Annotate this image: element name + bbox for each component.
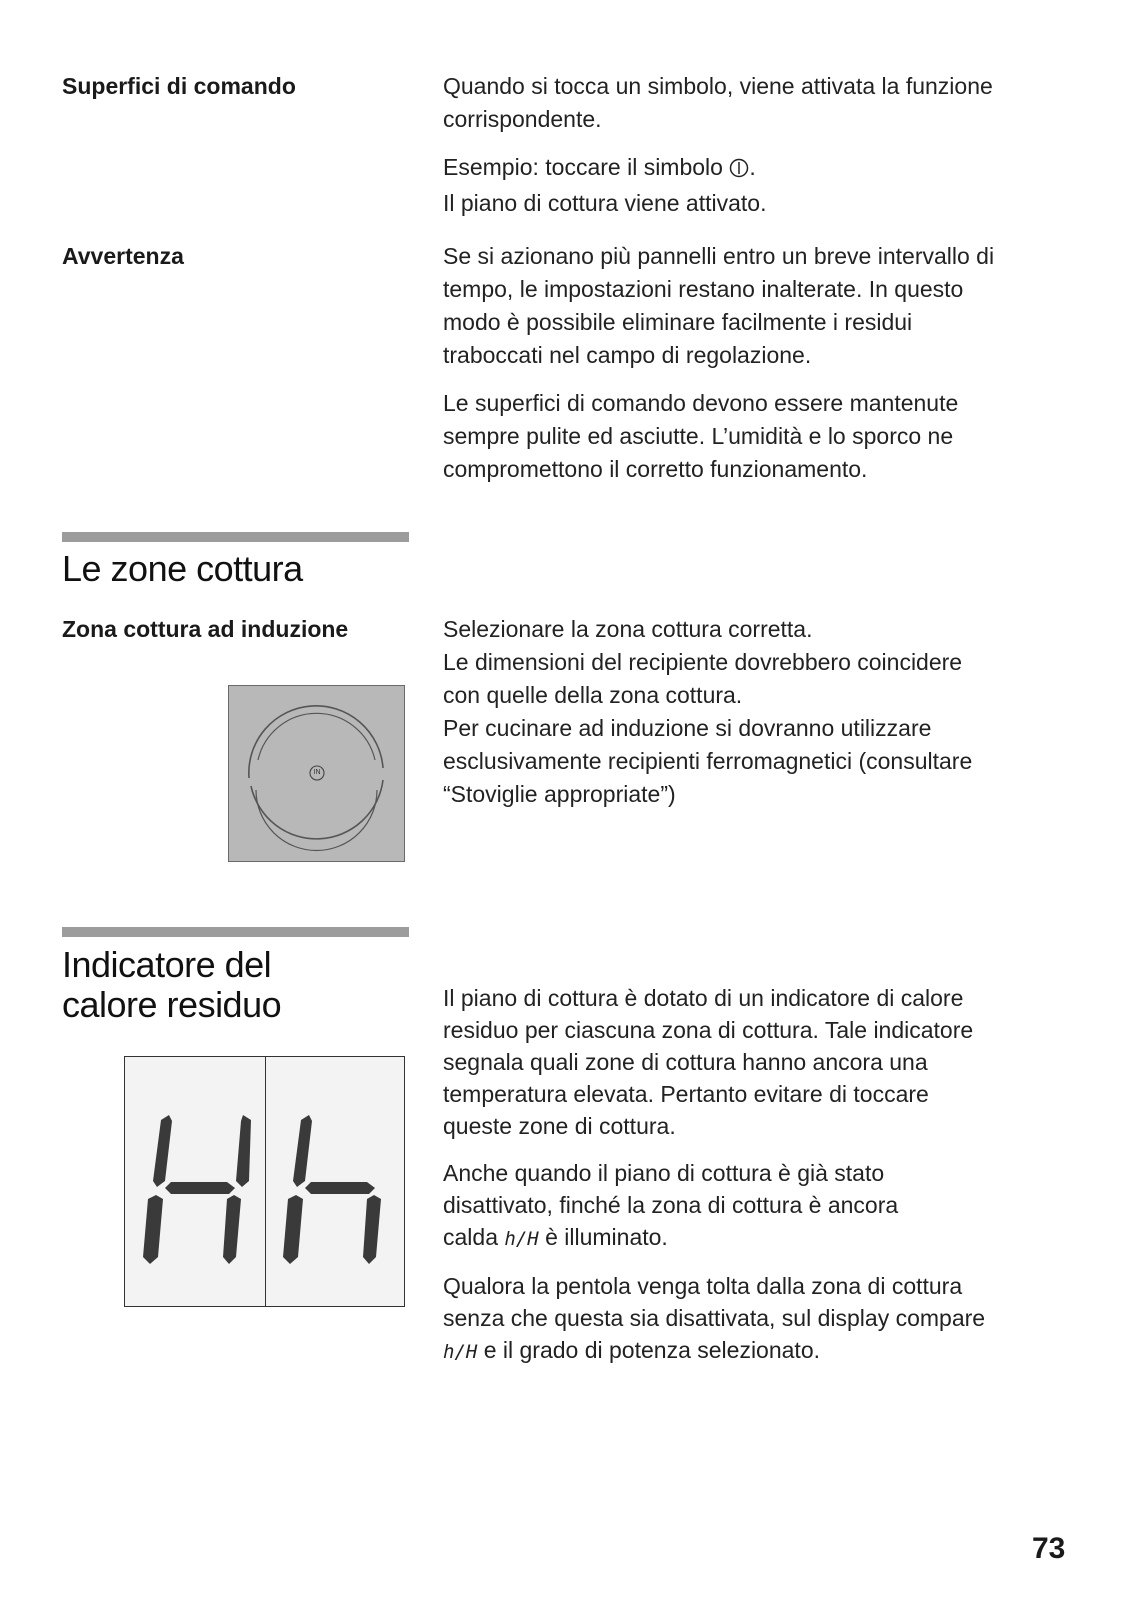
- text-fragment: calda: [443, 1224, 498, 1250]
- warning-text: [443, 240, 1083, 486]
- text-line: Le dimensioni del recipiente dovrebbero coincidere: [443, 649, 963, 675]
- text-line: tempo, le impostazioni restano inalterate. In questo: [443, 276, 964, 302]
- text-line: esclusivamente recipienti ferromagnetici (consultare: [443, 748, 973, 774]
- zone-marker-label: IN: [313, 769, 321, 776]
- text-line: [443, 1221, 1083, 1255]
- induction-zone-illustration: [228, 685, 405, 862]
- residual-heat-symbol: h/H: [504, 1228, 539, 1250]
- heading-line: Indicatore del: [62, 944, 272, 985]
- seven-segment-h-icon: [265, 1057, 404, 1306]
- text-line: senza che questa sia disattivata, sul display compare: [443, 1305, 986, 1331]
- text-line: queste zone di cottura.: [443, 1113, 676, 1139]
- text-fragment: e il grado di potenza selezionato.: [483, 1337, 821, 1363]
- text-line: “Stoviglie appropriate”): [443, 781, 676, 807]
- text-line: Quando si tocca un simbolo, viene attivata la funzione: [443, 73, 993, 99]
- section-rule: [62, 532, 409, 542]
- text-fragment: è illuminato.: [545, 1224, 668, 1250]
- text-line: [443, 151, 1083, 187]
- heading-indicatore-calore-residuo: [62, 945, 281, 1025]
- text-line: Il piano di cottura viene attivato.: [443, 190, 767, 216]
- section-rule: [62, 927, 409, 937]
- text-line: Le superfici di comando devono essere mantenute: [443, 390, 959, 416]
- text-fragment: Esempio: toccare il simbolo: [443, 154, 723, 180]
- heading-line: calore residuo: [62, 984, 282, 1025]
- text-line: con quelle della zona cottura.: [443, 682, 743, 708]
- text-line: segnala quali zone di cottura hanno ancora una: [443, 1049, 928, 1075]
- label-superfici-di-comando: Superfici di comando: [62, 73, 296, 99]
- induction-zone-text: [443, 613, 1083, 811]
- residual-heat-symbol: h/H: [443, 1341, 478, 1363]
- text-fragment: .: [749, 154, 756, 180]
- text-line: [443, 1334, 1083, 1368]
- label-zona-cottura-induzione: Zona cottura ad induzione: [62, 616, 349, 642]
- text-line: Se si azionano più pannelli entro un breve intervallo di: [443, 243, 995, 269]
- label-avvertenza: Avvertenza: [62, 243, 184, 269]
- text-line: Selezionare la zona cottura corretta.: [443, 616, 813, 642]
- text-line: temperatura elevata. Pertanto evitare di toccare: [443, 1081, 929, 1107]
- power-on-icon: [729, 154, 749, 187]
- text-line: Anche quando il piano di cottura è già stato: [443, 1160, 885, 1186]
- text-line: Il piano di cottura è dotato di un indicatore di calore: [443, 985, 964, 1011]
- heading-le-zone-cottura: Le zone cottura: [62, 548, 303, 589]
- text-line: corrispondente.: [443, 106, 602, 132]
- residual-heat-display: [124, 1056, 405, 1307]
- text-line: residuo per ciascuna zona di cottura. Tale indicatore: [443, 1017, 974, 1043]
- text-line: traboccati nel campo di regolazione.: [443, 342, 812, 368]
- text-line: sempre pulite ed asciutte. L’umidità e lo sporco ne: [443, 423, 954, 449]
- control-surfaces-text: [443, 70, 1083, 220]
- text-line: Per cucinare ad induzione si dovranno utilizzare: [443, 715, 932, 741]
- text-line: modo è possibile eliminare facilmente i residui: [443, 309, 913, 335]
- text-line: Qualora la pentola venga tolta dalla zona di cottura: [443, 1273, 963, 1299]
- text-line: compromettono il corretto funzionamento.: [443, 456, 868, 482]
- residual-heat-text: [443, 982, 1083, 1368]
- text-line: disattivato, finché la zona di cottura è ancora: [443, 1192, 899, 1218]
- page-number: 73: [1032, 1532, 1066, 1565]
